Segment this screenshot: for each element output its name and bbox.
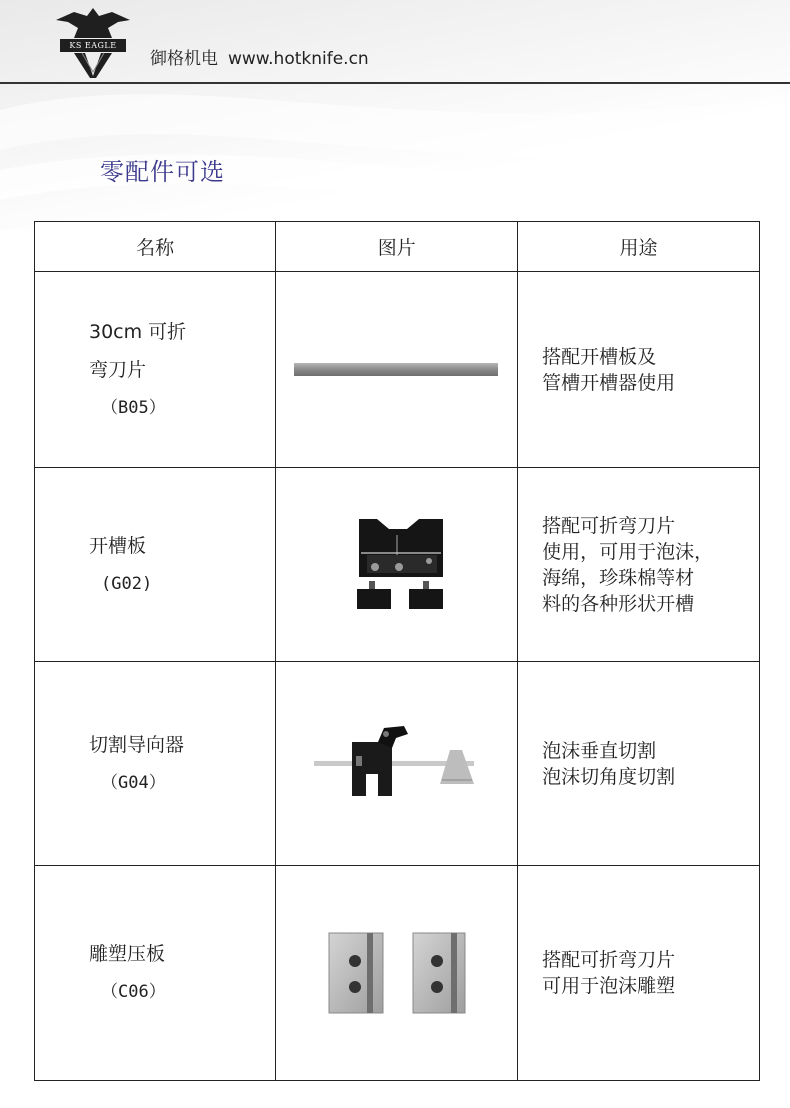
column-header-name: 名称 <box>35 222 276 272</box>
part-image-cell <box>276 468 518 662</box>
usage-line: 搭配可折弯刀片 <box>542 514 676 537</box>
part-usage-cell <box>518 866 760 1081</box>
part-code: (G02) <box>101 573 153 594</box>
usage-line: 泡沫垂直切割 <box>542 739 657 762</box>
section-title: 零配件可选 <box>100 158 225 186</box>
part-name-line: 开槽板 <box>89 534 147 557</box>
part-name-line: 切割导向器 <box>89 733 185 756</box>
company-name: 御格机电 <box>150 49 218 69</box>
part-code: （C06） <box>101 982 166 1002</box>
header-divider <box>0 82 790 84</box>
usage-line: 海绵，珍珠棉等材 <box>542 566 695 589</box>
part-name-cell <box>35 866 276 1081</box>
part-name-line: 30cm 可折 <box>89 320 187 343</box>
table-row <box>35 272 760 468</box>
column-header-usage: 用途 <box>518 222 760 272</box>
part-name-line: 雕塑压板 <box>89 943 166 965</box>
eagle-logo <box>52 6 134 78</box>
usage-line: 使用，可用于泡沫， <box>542 540 714 563</box>
part-image-cell <box>276 866 518 1081</box>
table-row <box>35 662 760 866</box>
part-name-cell <box>35 468 276 662</box>
part-name-line: 弯刀片 <box>89 358 147 381</box>
logo-text: KS EAGLE <box>69 41 117 50</box>
part-usage-cell <box>518 272 760 468</box>
part-code: （G04） <box>101 772 166 793</box>
part-code: （B05） <box>101 397 166 418</box>
table-row <box>35 468 760 662</box>
column-header-image: 图片 <box>276 222 518 272</box>
part-name-cell <box>35 662 276 866</box>
usage-line: 搭配可折弯刀片 <box>542 949 676 971</box>
usage-line: 可用于泡沫雕塑 <box>542 975 676 997</box>
part-image-cell <box>276 662 518 866</box>
website-link[interactable]: www.hotknife.cn <box>228 49 369 69</box>
part-image-cell <box>276 272 518 468</box>
cutting-guide-picture <box>312 724 482 804</box>
grooving-plate-picture <box>347 515 447 615</box>
table-header-row <box>35 222 760 272</box>
sculpting-clamp-picture <box>327 931 467 1015</box>
part-usage-cell <box>518 662 760 866</box>
folding-blade-picture <box>294 360 499 380</box>
part-name-cell <box>35 272 276 468</box>
page-header <box>0 0 790 82</box>
part-usage-cell <box>518 468 760 662</box>
table-row <box>35 866 760 1081</box>
usage-line: 料的各种形状开槽 <box>542 592 695 615</box>
usage-line: 搭配开槽板及 <box>542 345 657 368</box>
accessories-table <box>34 221 760 1081</box>
usage-line: 泡沫切角度切割 <box>542 765 676 788</box>
usage-line: 管槽开槽器使用 <box>542 371 676 394</box>
brand-line <box>150 44 369 69</box>
